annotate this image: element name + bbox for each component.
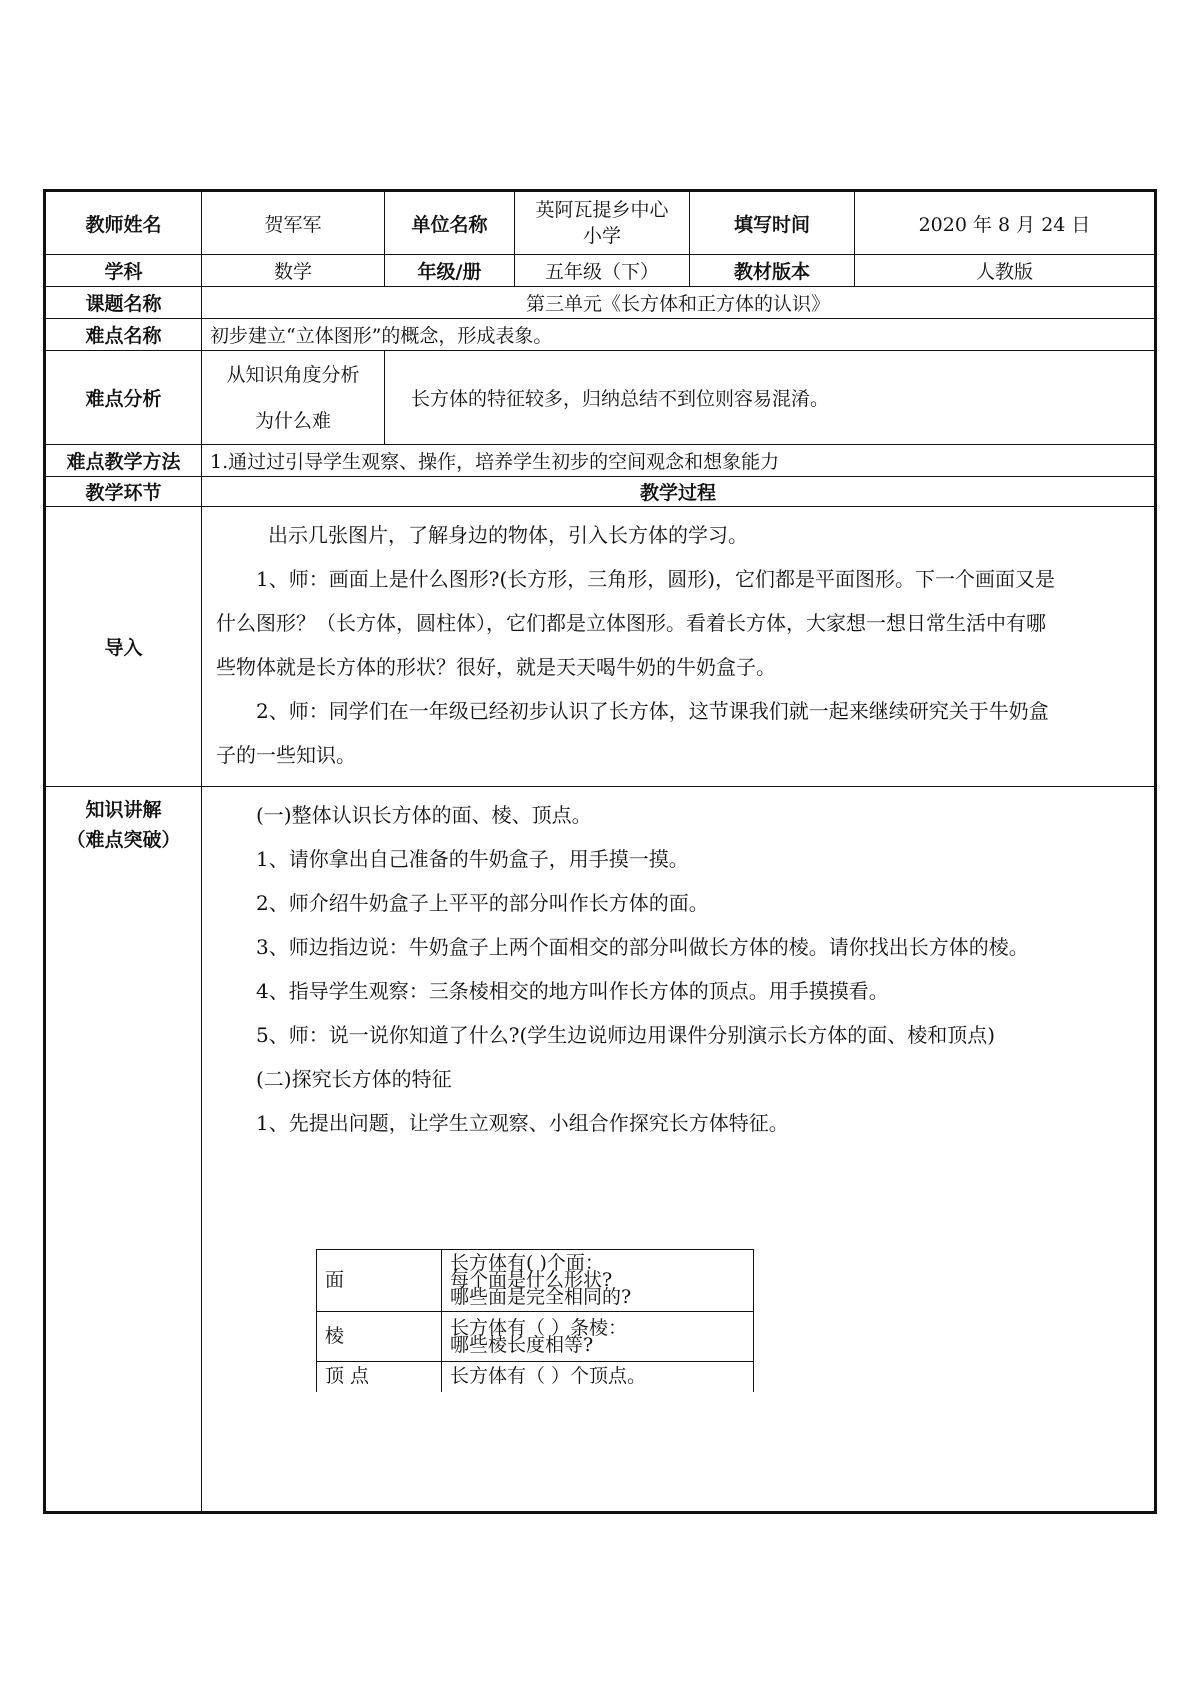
step-label: 教学环节 (45, 477, 202, 507)
lesson-plan-table (43, 189, 1157, 1514)
worksheet-line: 每个面是什么形状? (450, 1269, 613, 1291)
knowledge-line: 3、师边指边说：牛奶盒子上两个面相交的部分叫做长方体的棱。请你找出长方体的棱。 (256, 935, 1029, 959)
header-row-2 (45, 255, 1156, 287)
worksheet-face-key: 面 (317, 1250, 442, 1312)
knowledge-row (45, 787, 1156, 1513)
intro-paragraph-3-line2: 子的一些知识。 (216, 743, 356, 767)
analysis-value: 长方体的特征较多，归纳总结不到位则容易混淆。 (385, 351, 1156, 445)
worksheet-vertex-text (442, 1362, 754, 1392)
knowledge-line: (一)整体认识长方体的面、棱、顶点。 (256, 803, 592, 827)
intro-paragraph-1: 出示几张图片，了解身边的物体，引入长方体的学习。 (268, 523, 748, 547)
subject-label: 学科 (45, 255, 202, 287)
worksheet-edge-key: 棱 (317, 1312, 442, 1362)
knowledge-line: 4、指导学生观察：三条棱相交的地方叫作长方体的顶点。用手摸摸看。 (256, 979, 889, 1003)
date-value: 2020 年 8 月 24 日 (855, 191, 1156, 255)
worksheet-face-text (442, 1250, 754, 1312)
knowledge-content (202, 787, 1156, 1513)
intro-paragraph-2-line2: 什么图形？（长方体，圆柱体），它们都是立体图形。看着长方体，大家想一想日常生活中有哪 (216, 611, 1046, 635)
worksheet-vertex-key: 顶 点 (317, 1362, 442, 1392)
knowledge-line: 5、师：说一说你知道了什么?(学生边说师边用课件分别演示长方体的面、棱和顶点) (256, 1023, 996, 1047)
difficulty-label: 难点名称 (45, 319, 202, 351)
analysis-sub (202, 351, 385, 445)
date-label: 填写时间 (690, 191, 855, 255)
intro-paragraph-3-line1: 2、师：同学们在一年级已经初步认识了长方体，这节课我们就一起来继续研究关于牛奶盒 (256, 699, 1049, 723)
unit-name-line2: 小学 (583, 225, 622, 247)
knowledge-line: 1、请你拿出自己准备的牛奶盒子，用手摸一摸。 (256, 847, 689, 871)
worksheet-line: 长方体有（ ）个顶点。 (450, 1365, 647, 1388)
lesson-plan-sheet (43, 189, 1154, 1514)
process-label: 教学过程 (202, 477, 1156, 507)
method-label: 难点教学方法 (45, 445, 202, 477)
difficulty-value: 初步建立“立体图形”的概念，形成表象。 (202, 319, 1156, 351)
intro-label: 导入 (45, 507, 202, 787)
subject-value: 数学 (202, 255, 385, 287)
worksheet-row-edge (317, 1312, 754, 1362)
unit-name (515, 191, 690, 255)
worksheet-row-vertex (317, 1362, 754, 1392)
grade-value: 五年级（下） (515, 255, 690, 287)
analysis-label: 难点分析 (45, 351, 202, 445)
intro-content (202, 507, 1156, 787)
edition-value: 人教版 (855, 255, 1156, 287)
knowledge-line: 1、先提出问题，让学生立观察、小组合作探究长方体特征。 (256, 1111, 789, 1135)
knowledge-label-line1: 知识讲解 (85, 799, 162, 821)
grade-label: 年级/册 (385, 255, 515, 287)
worksheet-line: 长方体有（ ）条棱： (450, 1316, 628, 1339)
method-row (45, 445, 1156, 477)
worksheet-table (316, 1249, 754, 1392)
knowledge-label-line2: （难点突破） (66, 829, 181, 851)
knowledge-line: (二)探究长方体的特征 (256, 1067, 452, 1091)
step-row (45, 477, 1156, 507)
intro-row (45, 507, 1156, 787)
difficulty-row (45, 319, 1156, 351)
intro-paragraph-2-line1: 1、师：画面上是什么图形?(长方形，三角形，圆形)，它们都是平面图形。下一个画面又是 (256, 567, 1056, 591)
worksheet-line: 哪些棱长度相等? (450, 1333, 594, 1356)
worksheet-row-face (317, 1250, 754, 1312)
topic-row (45, 287, 1156, 319)
unit-label: 单位名称 (385, 191, 515, 255)
teacher-name: 贺军军 (202, 191, 385, 255)
knowledge-label (45, 787, 202, 1513)
intro-paragraph-2-line3: 些物体就是长方体的形状？很好，就是天天喝牛奶的牛奶盒子。 (216, 655, 776, 679)
topic-value: 第三单元《长方体和正方体的认识》 (202, 287, 1156, 319)
unit-name-line1: 英阿瓦提乡中心 (535, 199, 669, 221)
worksheet-line: 哪些面是完全相同的? (450, 1286, 632, 1308)
edition-label: 教材版本 (690, 255, 855, 287)
topic-label: 课题名称 (45, 287, 202, 319)
worksheet-edge-text (442, 1312, 754, 1362)
analysis-sub-line2: 为什么难 (254, 409, 331, 432)
analysis-sub-line1: 从知识角度分析 (226, 363, 360, 386)
header-row-1 (45, 191, 1156, 255)
teacher-label: 教师姓名 (45, 191, 202, 255)
knowledge-line: 2、师介绍牛奶盒子上平平的部分叫作长方体的面。 (256, 891, 709, 915)
method-value: 1.通过过引导学生观察、操作，培养学生初步的空间观念和想象能力 (202, 445, 1156, 477)
worksheet-line: 长方体有( )个面： (450, 1252, 604, 1274)
analysis-row (45, 351, 1156, 445)
